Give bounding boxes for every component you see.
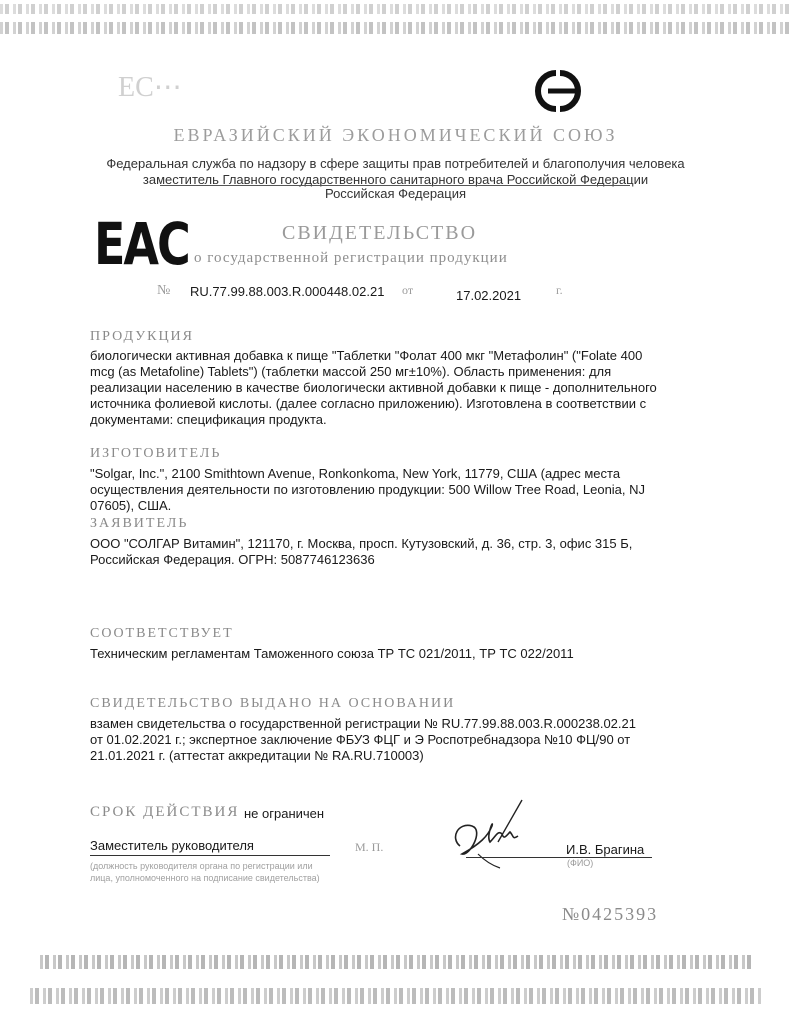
ce-conformity-logo-icon (522, 65, 594, 117)
union-title: ЕВРАЗИЙСКИЙ ЭКОНОМИЧЕСКИЙ СОЮЗ (173, 125, 618, 145)
section-basis-title: СВИДЕТЕЛЬСТВО ВЫДАНО НА ОСНОВАНИИ (90, 696, 456, 711)
name-underline (466, 857, 652, 858)
scan-artifact-top-2 (0, 22, 791, 34)
date-suffix: г. (556, 283, 563, 297)
name-caption: (ФИО) (567, 858, 594, 868)
signatory-name: И.В. Брагина (566, 842, 645, 857)
faint-stamp-mark: ЕС⋯ (118, 72, 182, 103)
signature-footnote: (должность руководителя органа по регистрации или лица, уполномоченного на подписание свидетельства) (90, 861, 320, 883)
section-product-title: ПРОДУКЦИЯ (90, 329, 195, 344)
section-manufacturer-text: "Solgar, Inc.", 2100 Smithtown Avenue, Ronkonkoma, New York, 11779, США (адрес места осуществления деятельности по изготовлению продукции: 500 Willow Tree Road, Leonia, NJ 07605), США. (90, 466, 646, 513)
section-applicant-title: ЗАЯВИТЕЛЬ (90, 516, 189, 531)
section-conforms-text: Техническим регламентам Таможенного союза ТР ТС 021/2011, ТР ТС 022/2011 (90, 646, 574, 661)
scan-artifact-bottom (40, 955, 751, 969)
signatory-position: Заместитель руководителя (90, 838, 254, 853)
position-underline (90, 855, 330, 856)
certificate-date: 17.02.2021 (456, 288, 522, 303)
serial-number: №0425393 (562, 904, 659, 924)
section-manufacturer-title: ИЗГОТОВИТЕЛЬ (90, 446, 222, 461)
scan-artifact-bottom-2 (30, 988, 761, 1004)
date-prefix: от (402, 283, 414, 297)
validity-label: СРОК ДЕЙСТВИЯ (90, 804, 240, 820)
section-basis-text: взамен свидетельства о государственной регистрации № RU.77.99.88.003.R.000238.02.21 от 01.02.2021 г.; экспертное заключение ФБУЗ ФЦГ и Э Роспотребнадзора №10 ФЦ/90 от 21.01.2021 г. (аттестат аккредитации № RA.RU.710003) (90, 716, 636, 763)
certificate-title: СВИДЕТЕЛЬСТВО (282, 222, 478, 244)
validity-value: не ограничен (244, 806, 325, 821)
certificate-number: RU.77.99.88.003.R.000448.02.21 (190, 284, 385, 299)
section-product-text: биологически активная добавка к пище "Таблетки "Фолат 400 мкг "Метафолин" ("Folate 400 mcg (as Metafoline) Tablets") (таблетки массой 250 мг±10%). Область применения: для реализации населению в качестве биологически активной добавки к пище - дополнительного источника фолиевой кислоты. (далее согласно приложению). Изготовлена в соответствии с документами: спецификация продукта. (90, 348, 657, 427)
stamp-mark: М. П. (355, 840, 384, 854)
certificate-subtitle: о государственной регистрации продукции (194, 250, 508, 266)
section-applicant-text: ООО "СОЛГАР Витамин", 121170, г. Москва, просп. Кутузовский, д. 36, стр. 3, офис 315 Б, Российская Федерация. ОГРН: 5087746123636 (90, 536, 633, 567)
number-prefix: № (157, 283, 171, 298)
country-line: Российская Федерация (324, 186, 467, 201)
deputy-line: заместитель Главного государственного санитарного врача Российской Федерации (142, 172, 649, 187)
agency-line: Федеральная служба по надзору в сфере защиты прав потребителей и благополучия человека (106, 156, 685, 171)
scan-artifact-top (0, 4, 791, 14)
handwritten-signature-icon (440, 796, 540, 870)
eac-logo: ЕАС (94, 210, 189, 278)
section-conforms-title: СООТВЕТСТВУЕТ (90, 626, 234, 641)
